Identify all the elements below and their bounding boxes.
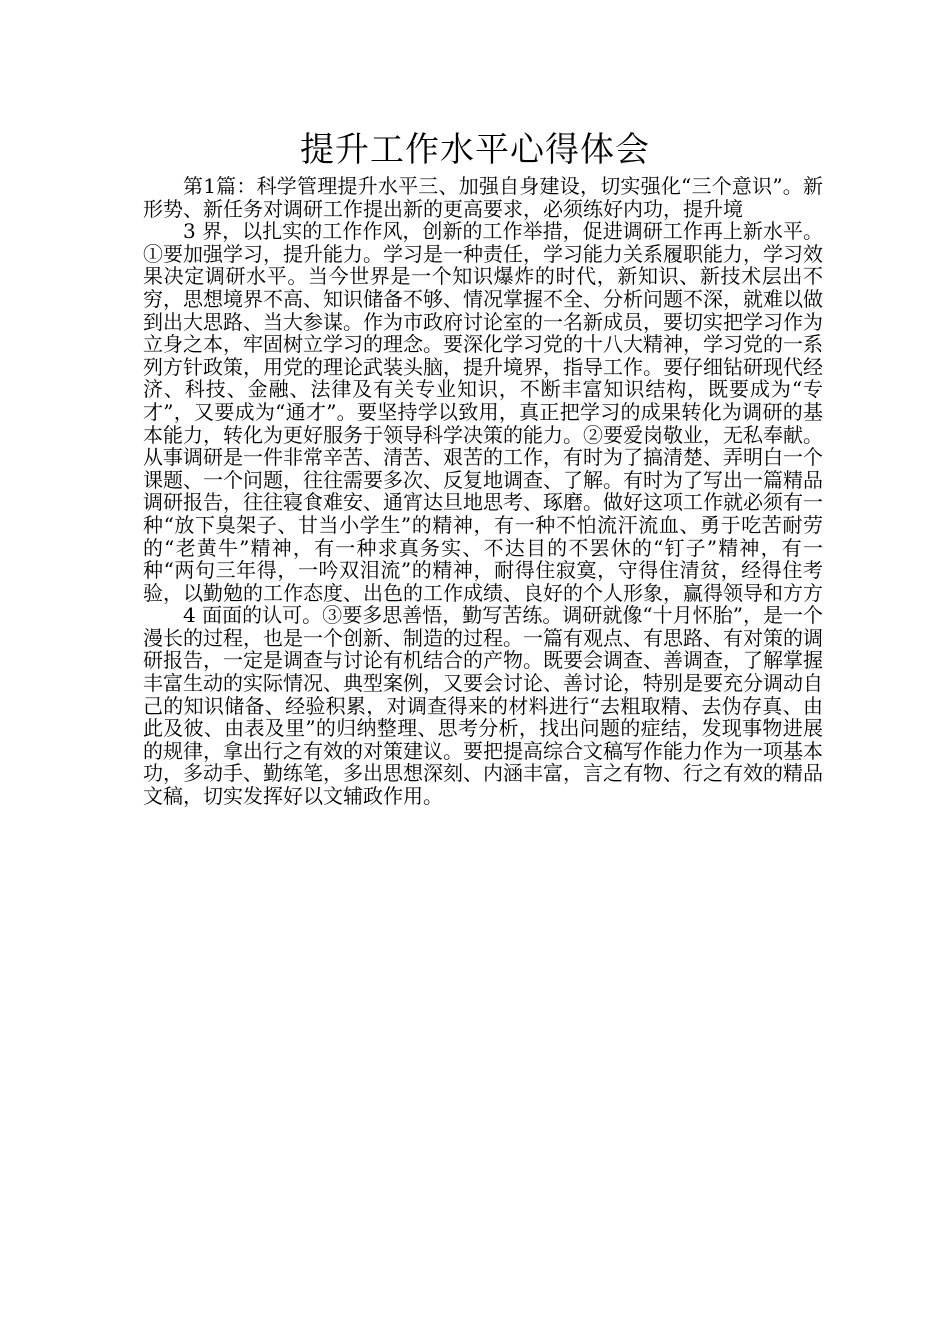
document-body: [143, 175, 823, 808]
paragraph-2: 3 界，以扎实的工作作风，创新的工作举措，促进调研工作再上新水平。①要加强学习，提升能力。学习是一种责任，学习能力关系履职能力，学习效果决定调研水平。当今世界是一个知识爆炸的时代，新知识、新技术层出不穷，思想境界不高、知识储备不够、情况掌握不全、分析问题不深，就难以做到出大思路、当大参谋。作为市政府讨论室的一名新成员，要切实把学习作为立身之本，牢固树立学习的理念。要深化学习党的十八大精神，学习党的一系列方针政策，用党的理论武装头脑，提升境界，指导工作。要仔细钻研现代经济、科技、金融、法律及有关专业知识，不断丰富知识结构，既要成为“专才”，又要成为“通才”。要坚持学以致用，真正把学习的成果转化为调研的基本能力，转化为更好服务于领导科学决策的能力。②要爱岗敬业，无私奉献。从事调研是一件非常辛苦、清苦、艰苦的工作，有时为了搞清楚、弄明白一个课题、一个问题，往往需要多次、反复地调查、了解。有时为了写出一篇精品调研报告，往往寝食难安、通宵达旦地思考、琢磨。做好这项工作就必须有一种“放下臭架子、甘当小学生”的精神，有一种不怕流汗流血、勇于吃苦耐劳的“老黄牛”精神，有一种求真务实、不达目的不罢休的“钉子”精神，有一种“两句三年得，一吟双泪流”的精神，耐得住寂寞，守得住清贫，经得住考验，以勤勉的工作态度、出色的工作成绩、良好的个人形象，赢得领导和方方: [143, 219, 823, 605]
paragraph-1: 第1篇：科学管理提升水平三、加强自身建设，切实强化“三个意识”。新形势、新任务对调研工作提出新的更高要求，必须练好内功，提升境: [143, 174, 823, 221]
paragraph-3: 4 面面的认可。③要多思善悟，勤写苦练。调研就像“十月怀胎”，是一个漫长的过程，也是一个创新、制造的过程。一篇有观点、有思路、有对策的调研报告，一定是调查与讨论有机结合的产物。既要会调查、善调查，了解掌握丰富生动的实际情况、典型案例，又要会讨论、善讨论，特别是要充分调动自己的知识储备、经验积累，对调查得来的材料进行“去粗取精、去伪存真、由此及彼、由表及里”的归纳整理、思考分析，找出问题的症结，发现事物进展的规律，拿出行之有效的对策建议。要把提高综合文稿写作能力作为一项基本功，多动手、勤练笔，多出思想深刻、内涵丰富，言之有物、行之有效的精品文稿，切实发挥好以文辅政作用。: [143, 603, 823, 809]
document-title: 提升工作水平心得体会: [300, 130, 650, 170]
